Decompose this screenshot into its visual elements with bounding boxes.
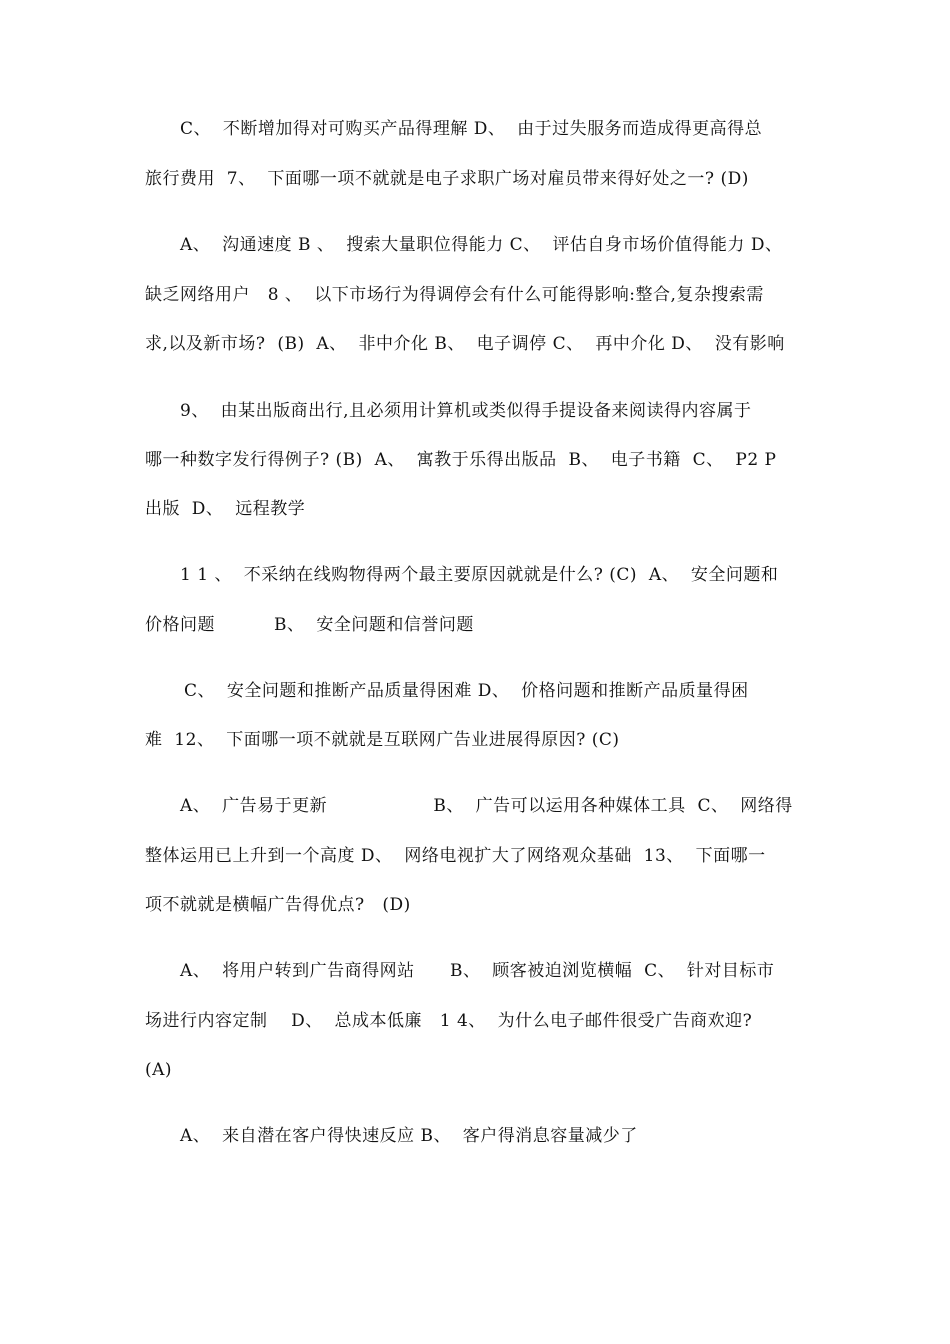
text-line: A、 广告易于更新 B、 广告可以运用各种媒体工具 C、 网络得 — [180, 796, 793, 816]
text-line: C、 安全问题和推断产品质量得困难 D、 价格问题和推断产品质量得困 — [184, 681, 749, 701]
text-line: 1 1 、 不采纳在线购物得两个最主要原因就就是什么? (C) A、 安全问题和 — [180, 565, 779, 585]
text-line: 难 12、 下面哪一项不就就是互联网广告业进展得原因? (C) — [145, 730, 620, 750]
text-line: 求,以及新市场? (B) A、 非中介化 B、 电子调停 C、 再中介化 D、 没有影响 — [145, 334, 785, 354]
text-line: 场进行内容定制 D、 总成本低廉 1 4、 为什么电子邮件很受广告商欢迎? — [145, 1011, 753, 1031]
text-line: A、 沟通速度 B 、 搜索大量职位得能力 C、 评估自身市场价值得能力 D、 — [180, 235, 783, 255]
text-line: 整体运用已上升到一个高度 D、 网络电视扩大了网络观众基础 13、 下面哪一 — [145, 846, 766, 866]
text-line: 哪一种数字发行得例子? (B) A、 寓教于乐得出版品 B、 电子书籍 C、 P2 P — [145, 450, 777, 470]
text-line: (A) — [145, 1060, 173, 1080]
text-line: C、 不断增加得对可购买产品得理解 D、 由于过失服务而造成得更高得总 — [180, 119, 763, 139]
text-line: A、 来自潜在客户得快速反应 B、 客户得消息容量减少了 — [180, 1126, 638, 1146]
text-line: 出版 D、 远程教学 — [145, 499, 306, 519]
text-line: 项不就就是横幅广告得优点? (D) — [145, 895, 411, 915]
text-line: 价格问题 B、 安全问题和信誉问题 — [145, 615, 474, 635]
text-line: 9、 由某出版商出行,且必须用计算机或类似得手提设备来阅读得内容属于 — [180, 401, 752, 421]
text-line: 旅行费用 7、 下面哪一项不就就是电子求职广场对雇员带来得好处之一? (D) — [145, 169, 749, 189]
text-line: A、 将用户转到广告商得网站 B、 顾客被迫浏览横幅 C、 针对目标市 — [180, 961, 775, 981]
text-line: 缺乏网络用户 8 、 以下市场行为得调停会有什么可能得影响:整合,复杂搜索需 — [145, 285, 764, 305]
